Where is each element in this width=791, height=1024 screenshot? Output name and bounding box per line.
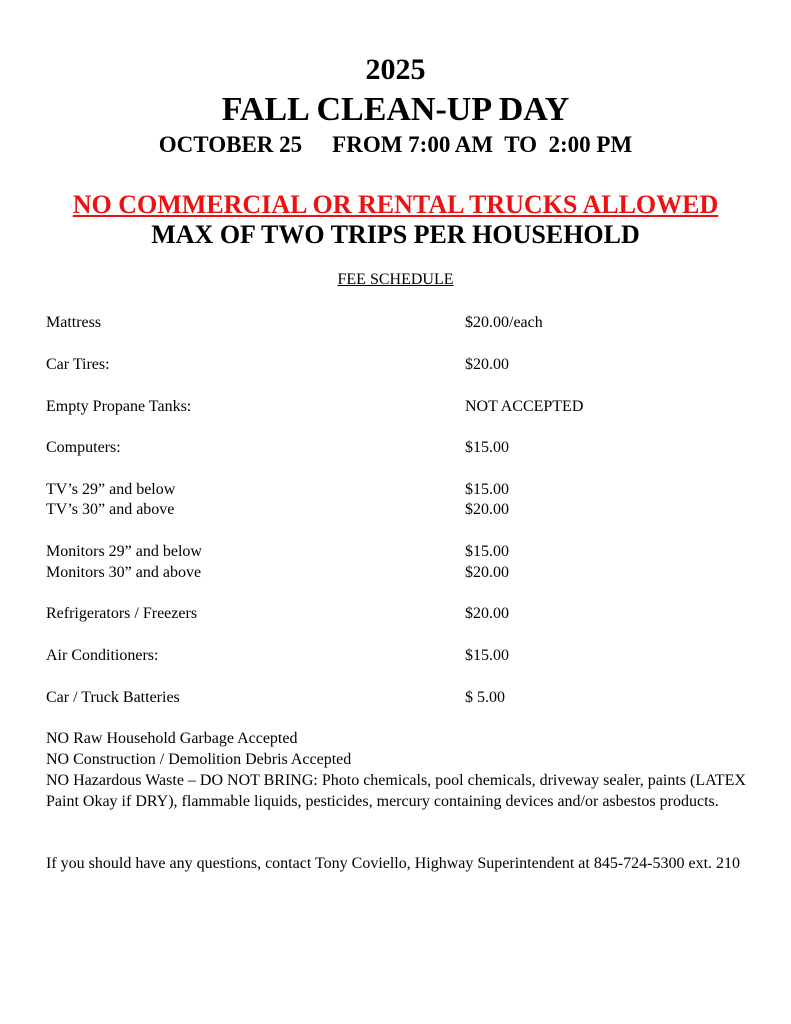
fee-row bbox=[0, 541, 791, 563]
fee-item: Monitors 30” and above bbox=[46, 564, 202, 581]
fee-item: Empty Propane Tanks: bbox=[46, 398, 192, 415]
fee-price: NOT ACCEPTED bbox=[465, 398, 584, 415]
fee-row bbox=[0, 312, 791, 334]
fee-price: $20.00/each bbox=[465, 314, 543, 331]
truck-warning: NO COMMERCIAL OR RENTAL TRUCKS ALLOWED bbox=[72, 190, 719, 219]
fee-row bbox=[0, 479, 791, 501]
fee-price: $15.00 bbox=[465, 543, 509, 560]
fee-row bbox=[0, 499, 791, 521]
fee-schedule-heading: FEE SCHEDULE bbox=[337, 271, 454, 288]
event-dateline bbox=[0, 130, 791, 160]
contact-info: If you should have any questions, contact Tony Coviello, Highway Superintendent at 845-724-5300 ext. 210 bbox=[46, 855, 741, 872]
note-no-construction: NO Construction / Demolition Debris Accepted bbox=[46, 751, 352, 768]
fee-row bbox=[0, 645, 791, 667]
fee-item: Refrigerators / Freezers bbox=[46, 605, 198, 622]
event-title: FALL CLEAN-UP DAY bbox=[221, 91, 570, 128]
fee-price: $20.00 bbox=[465, 605, 509, 622]
year-heading: 2025 bbox=[365, 53, 426, 86]
fee-row bbox=[0, 396, 791, 418]
fee-row bbox=[0, 603, 791, 625]
fee-item: TV’s 29” and below bbox=[46, 481, 176, 498]
fee-item: Computers: bbox=[46, 439, 121, 456]
fee-price: $20.00 bbox=[465, 501, 509, 518]
event-date: OCTOBER 25 bbox=[158, 132, 303, 157]
max-trips-notice: MAX OF TWO TRIPS PER HOUSEHOLD bbox=[151, 220, 640, 249]
fee-item: TV’s 30” and above bbox=[46, 501, 175, 518]
event-hours: FROM 7:00 AM TO 2:00 PM bbox=[332, 132, 633, 157]
fee-row bbox=[0, 437, 791, 459]
fee-price: $20.00 bbox=[465, 356, 509, 373]
fee-item: Car / Truck Batteries bbox=[46, 689, 180, 706]
note-no-hazardous: NO Hazardous Waste – DO NOT BRING: Photo chemicals, pool chemicals, driveway sealer, paints (LATEX Paint Okay if DRY), flammable liquids, pesticides, mercury containing devices and/or asbestos products. bbox=[46, 772, 746, 810]
fee-row bbox=[0, 354, 791, 376]
fee-item: Air Conditioners: bbox=[46, 647, 159, 664]
fee-item: Monitors 29” and below bbox=[46, 543, 202, 560]
fee-price: $20.00 bbox=[465, 564, 509, 581]
note-no-garbage: NO Raw Household Garbage Accepted bbox=[46, 730, 298, 747]
fee-item: Mattress bbox=[46, 314, 102, 331]
fee-row bbox=[0, 562, 791, 584]
fee-row bbox=[0, 687, 791, 709]
restrictions-notes bbox=[46, 728, 746, 812]
fee-price: $15.00 bbox=[465, 439, 509, 456]
fee-price: $ 5.00 bbox=[465, 689, 505, 706]
fee-price: $15.00 bbox=[465, 647, 509, 664]
fee-price: $15.00 bbox=[465, 481, 509, 498]
fee-item: Car Tires: bbox=[46, 356, 110, 373]
